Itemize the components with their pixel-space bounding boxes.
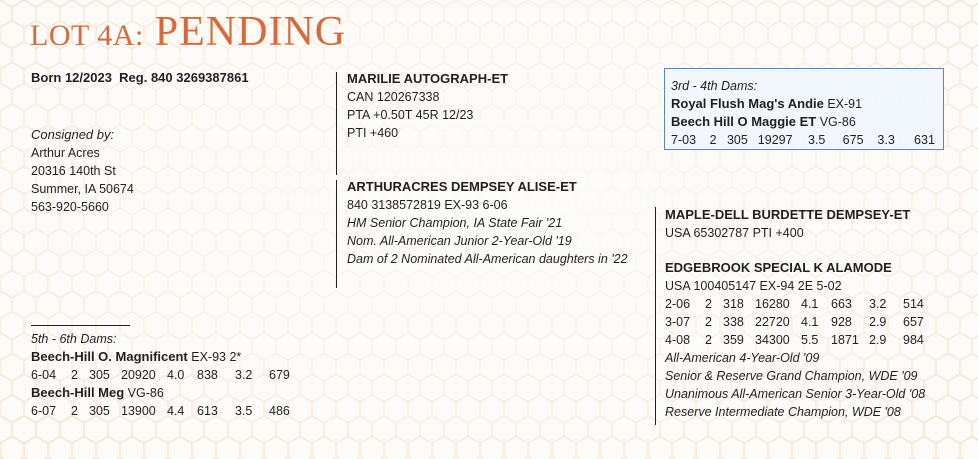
granddam-honor: Unanimous All-American Senior 3-Year-Old '08 — [665, 387, 926, 401]
consignor-phone: 563-920-5660 — [31, 200, 109, 214]
record-fat-pct: 4.0 — [167, 368, 185, 382]
dam-reg: 840 3138572819 EX-93 6-06 — [347, 198, 508, 212]
granddam-honor: Reserve Intermediate Champion, WDE '08 — [665, 405, 901, 419]
record-milk: 13900 — [121, 404, 156, 418]
record-protein: 984 — [903, 333, 924, 347]
record-days: 338 — [723, 315, 744, 329]
lot-status: PENDING — [154, 9, 347, 55]
record-days: 359 — [723, 333, 744, 347]
record-fat-pct: 5.5 — [801, 333, 819, 347]
record-fat: 1871 — [831, 333, 859, 347]
record-protein-pct: 2.9 — [869, 333, 887, 347]
record-protein-pct: 3.5 — [235, 404, 253, 418]
record-fat-pct: 3.5 — [807, 133, 826, 147]
dams-5-6-block — [31, 330, 299, 420]
record-fat-pct: 4.1 — [801, 315, 819, 329]
dam-honor: Dam of 2 Nominated All-American daughters in '22 — [347, 252, 628, 266]
dam-name: ARTHURACRES DEMPSEY ALISE-ET — [347, 179, 577, 194]
pedigree-line-sire — [336, 72, 337, 175]
record-fat: 838 — [197, 368, 218, 382]
record-protein: 679 — [269, 368, 290, 382]
granddam-record-row — [665, 313, 933, 331]
record-milk: 34300 — [755, 333, 790, 347]
record-protein: 486 — [269, 404, 290, 418]
sire-pta: PTA +0.50T 45R 12/23 — [347, 108, 474, 122]
record-milkings: 2 — [705, 297, 712, 311]
consignor-heading: Consigned by: — [31, 127, 115, 142]
record-age: 7-03 — [671, 133, 697, 147]
record-protein: 514 — [903, 297, 924, 311]
record-age: 3-07 — [665, 315, 691, 329]
record-milkings: 2 — [71, 368, 78, 382]
record-age: 6-07 — [31, 404, 57, 418]
dam4-name: Beech Hill O Maggie ET — [671, 114, 817, 129]
record-protein-pct: 2.9 — [869, 315, 887, 329]
dam-honor: HM Senior Champion, IA State Fair '21 — [347, 216, 563, 230]
sire-pti: PTI +460 — [347, 126, 399, 140]
record-protein-pct: 3.2 — [235, 368, 253, 382]
maternal-grandsire-name: MAPLE-DELL BURDETTE DEMPSEY-ET — [665, 207, 911, 222]
record-milkings: 2 — [71, 404, 78, 418]
lot-number: LOT 4A: — [30, 19, 144, 52]
granddam-honor: All-American 4-Year-Old '09 — [665, 351, 820, 365]
maternal-grandsire-block — [665, 206, 910, 242]
dam4-score: VG-86 — [819, 115, 856, 129]
consignor-address-1: 20316 140th St — [31, 164, 116, 178]
dams-5-6-divider — [31, 325, 130, 326]
maternal-grandsire-reg: USA 65302787 PTI +400 — [665, 226, 804, 240]
record-fat: 613 — [197, 404, 218, 418]
sire-block — [347, 70, 508, 142]
sire-name: MARILIE AUTOGRAPH-ET — [347, 71, 509, 86]
pedigree-line-maternal — [655, 207, 656, 425]
record-age: 2-06 — [665, 297, 691, 311]
animal-info — [31, 69, 249, 87]
record-fat-pct: 4.4 — [167, 404, 185, 418]
record-days: 305 — [726, 133, 748, 147]
record-milk: 16280 — [755, 297, 790, 311]
dam5-record-row — [31, 366, 299, 384]
granddam-honor: Senior & Reserve Grand Champion, WDE '09 — [665, 369, 918, 383]
record-fat: 928 — [831, 315, 852, 329]
record-days: 318 — [723, 297, 744, 311]
dam-honor: Nom. All-American Junior 2-Year-Old '19 — [347, 234, 572, 248]
dam5-score: EX-93 2* — [191, 350, 242, 364]
consignor-address-2: Summer, IA 50674 — [31, 182, 134, 196]
record-milkings: 2 — [705, 315, 712, 329]
dam6-record-row — [31, 402, 299, 420]
maternal-granddam-reg: USA 100405147 EX-94 2E 5-02 — [665, 279, 842, 293]
record-milk: 20920 — [121, 368, 156, 382]
record-fat: 675 — [842, 133, 864, 147]
birth-date: Born 12/2023 — [31, 70, 112, 85]
dams-3-4-heading: 3rd - 4th Dams: — [671, 79, 758, 93]
dams-5-6-heading: 5th - 6th Dams: — [31, 332, 117, 346]
record-milkings: 2 — [709, 133, 717, 147]
record-protein-pct: 3.2 — [869, 297, 887, 311]
dams-3-4-box — [664, 68, 944, 150]
maternal-granddam-block — [665, 259, 933, 421]
granddam-record-row — [665, 331, 933, 349]
record-milkings: 2 — [705, 333, 712, 347]
record-fat-pct: 4.1 — [801, 297, 819, 311]
record-protein-pct: 3.3 — [877, 133, 895, 147]
record-age: 4-08 — [665, 333, 691, 347]
dam-block — [347, 178, 628, 268]
consignor-name: Arthur Acres — [31, 146, 100, 160]
dam6-name: Beech-Hill Meg — [31, 385, 125, 400]
registration-number: Reg. 840 3269387861 — [119, 70, 249, 85]
sire-reg: CAN 120267338 — [347, 90, 440, 104]
maternal-granddam-name: EDGEBROOK SPECIAL K ALAMODE — [665, 260, 892, 275]
record-protein: 631 — [914, 133, 935, 147]
dam5-name: Beech-Hill O. Magnificent — [31, 349, 188, 364]
record-fat: 663 — [831, 297, 852, 311]
granddam-record-row — [665, 295, 933, 313]
record-days: 305 — [89, 368, 110, 382]
record-days: 305 — [89, 404, 110, 418]
record-milk: 19297 — [757, 133, 793, 147]
dam3-score: EX-91 — [827, 97, 863, 111]
record-protein: 657 — [903, 315, 924, 329]
dam4-record-row — [671, 131, 943, 149]
dam6-score: VG-86 — [127, 386, 164, 400]
dam3-name: Royal Flush Mag's Andie — [671, 96, 824, 111]
record-milk: 22720 — [755, 315, 790, 329]
consignor-block — [31, 126, 134, 216]
pedigree-line-dam — [336, 180, 337, 288]
record-age: 6-04 — [31, 368, 57, 382]
lot-title — [30, 6, 346, 61]
